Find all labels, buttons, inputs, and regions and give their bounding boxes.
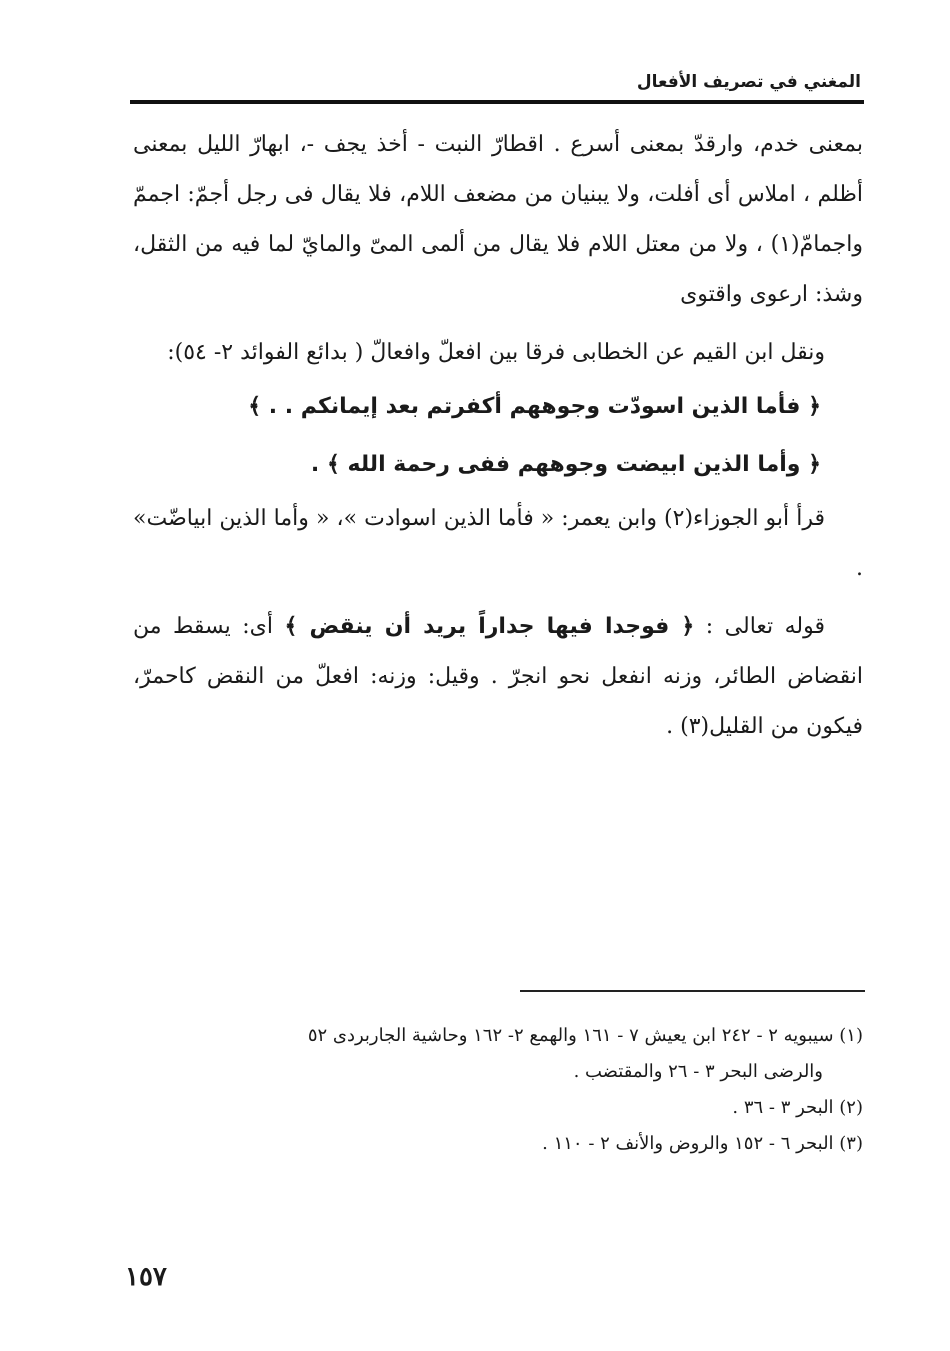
- footnotes: [133, 1020, 863, 1164]
- footnote-rule: [520, 990, 865, 992]
- quran-verse-1: ﴿ فأما الذين اسودّت وجوههم أكفرتم بعد إيمانكم . . ﴾: [248, 394, 821, 419]
- paragraph-4: [133, 602, 863, 752]
- footnote-3: (٣) البحر ٦ - ١٥٢ والروض والأنف ٢ - ١١٠ .: [542, 1133, 863, 1154]
- paragraph-4-end: أى: يسقط من انقضاض الطائر، وزنه انفعل نحو انجرّ . وقيل: وزنه: افعلّ من النقض كاحمرّ، فيكون من القليل(٣) .: [133, 614, 863, 739]
- paragraph-4-start: قوله تعالى :: [694, 614, 825, 639]
- running-title: المغني في تصريف الأفعال: [636, 72, 861, 92]
- footnote-2: (٢) البحر ٣ - ٣٦ .: [732, 1097, 863, 1118]
- footnote-1-continued: والرضى البحر ٣ - ٢٦ والمقتضب .: [573, 1061, 823, 1082]
- footnote-1: (١) سيبويه ٢ - ٢٤٢ ابن يعيش ٧ - ١٦١ والهمع ٢- ١٦٢ وحاشية الجاربردى ٥٢: [307, 1025, 863, 1046]
- paragraph-2: ونقل ابن القيم عن الخطابى فرقا بين افعلّ وافعالّ ( بدائع الفوائد ٢- ٥٤):: [167, 340, 825, 365]
- page-number: ١٥٧: [125, 1262, 167, 1292]
- paragraph-3: قرأ أبو الجوزاء(٢) وابن يعمر: « فأما الذين اسوادت »، « وأما الذين ابياضّت» .: [133, 506, 863, 581]
- header-rule: [130, 100, 864, 104]
- paragraph-1: بمعنى خدم، وارقدّ بمعنى أسرع . اقطارّ النبت - أخذ يجف -، ابهارّ الليل بمعنى أظلم ، املاس أى أفلت، ولا يبنيان من مضعف اللام، فلا يقال فى رجل أجمّ: اجممّ واجمامّ(١) ، ولا من معتل اللام فلا يقال من ألمى المىّ والمايّ لما فيه من الثقل، وشذ: ارعوى واقتوى: [133, 132, 863, 307]
- quran-verse-2: ﴿ وأما الذين ابيضت وجوههم ففى رحمة الله ﴾ .: [310, 452, 821, 477]
- quran-verse-3: ﴿ فوجدا فيها جداراً يريد أن ينقض ﴾: [284, 614, 695, 639]
- main-text: [133, 120, 863, 752]
